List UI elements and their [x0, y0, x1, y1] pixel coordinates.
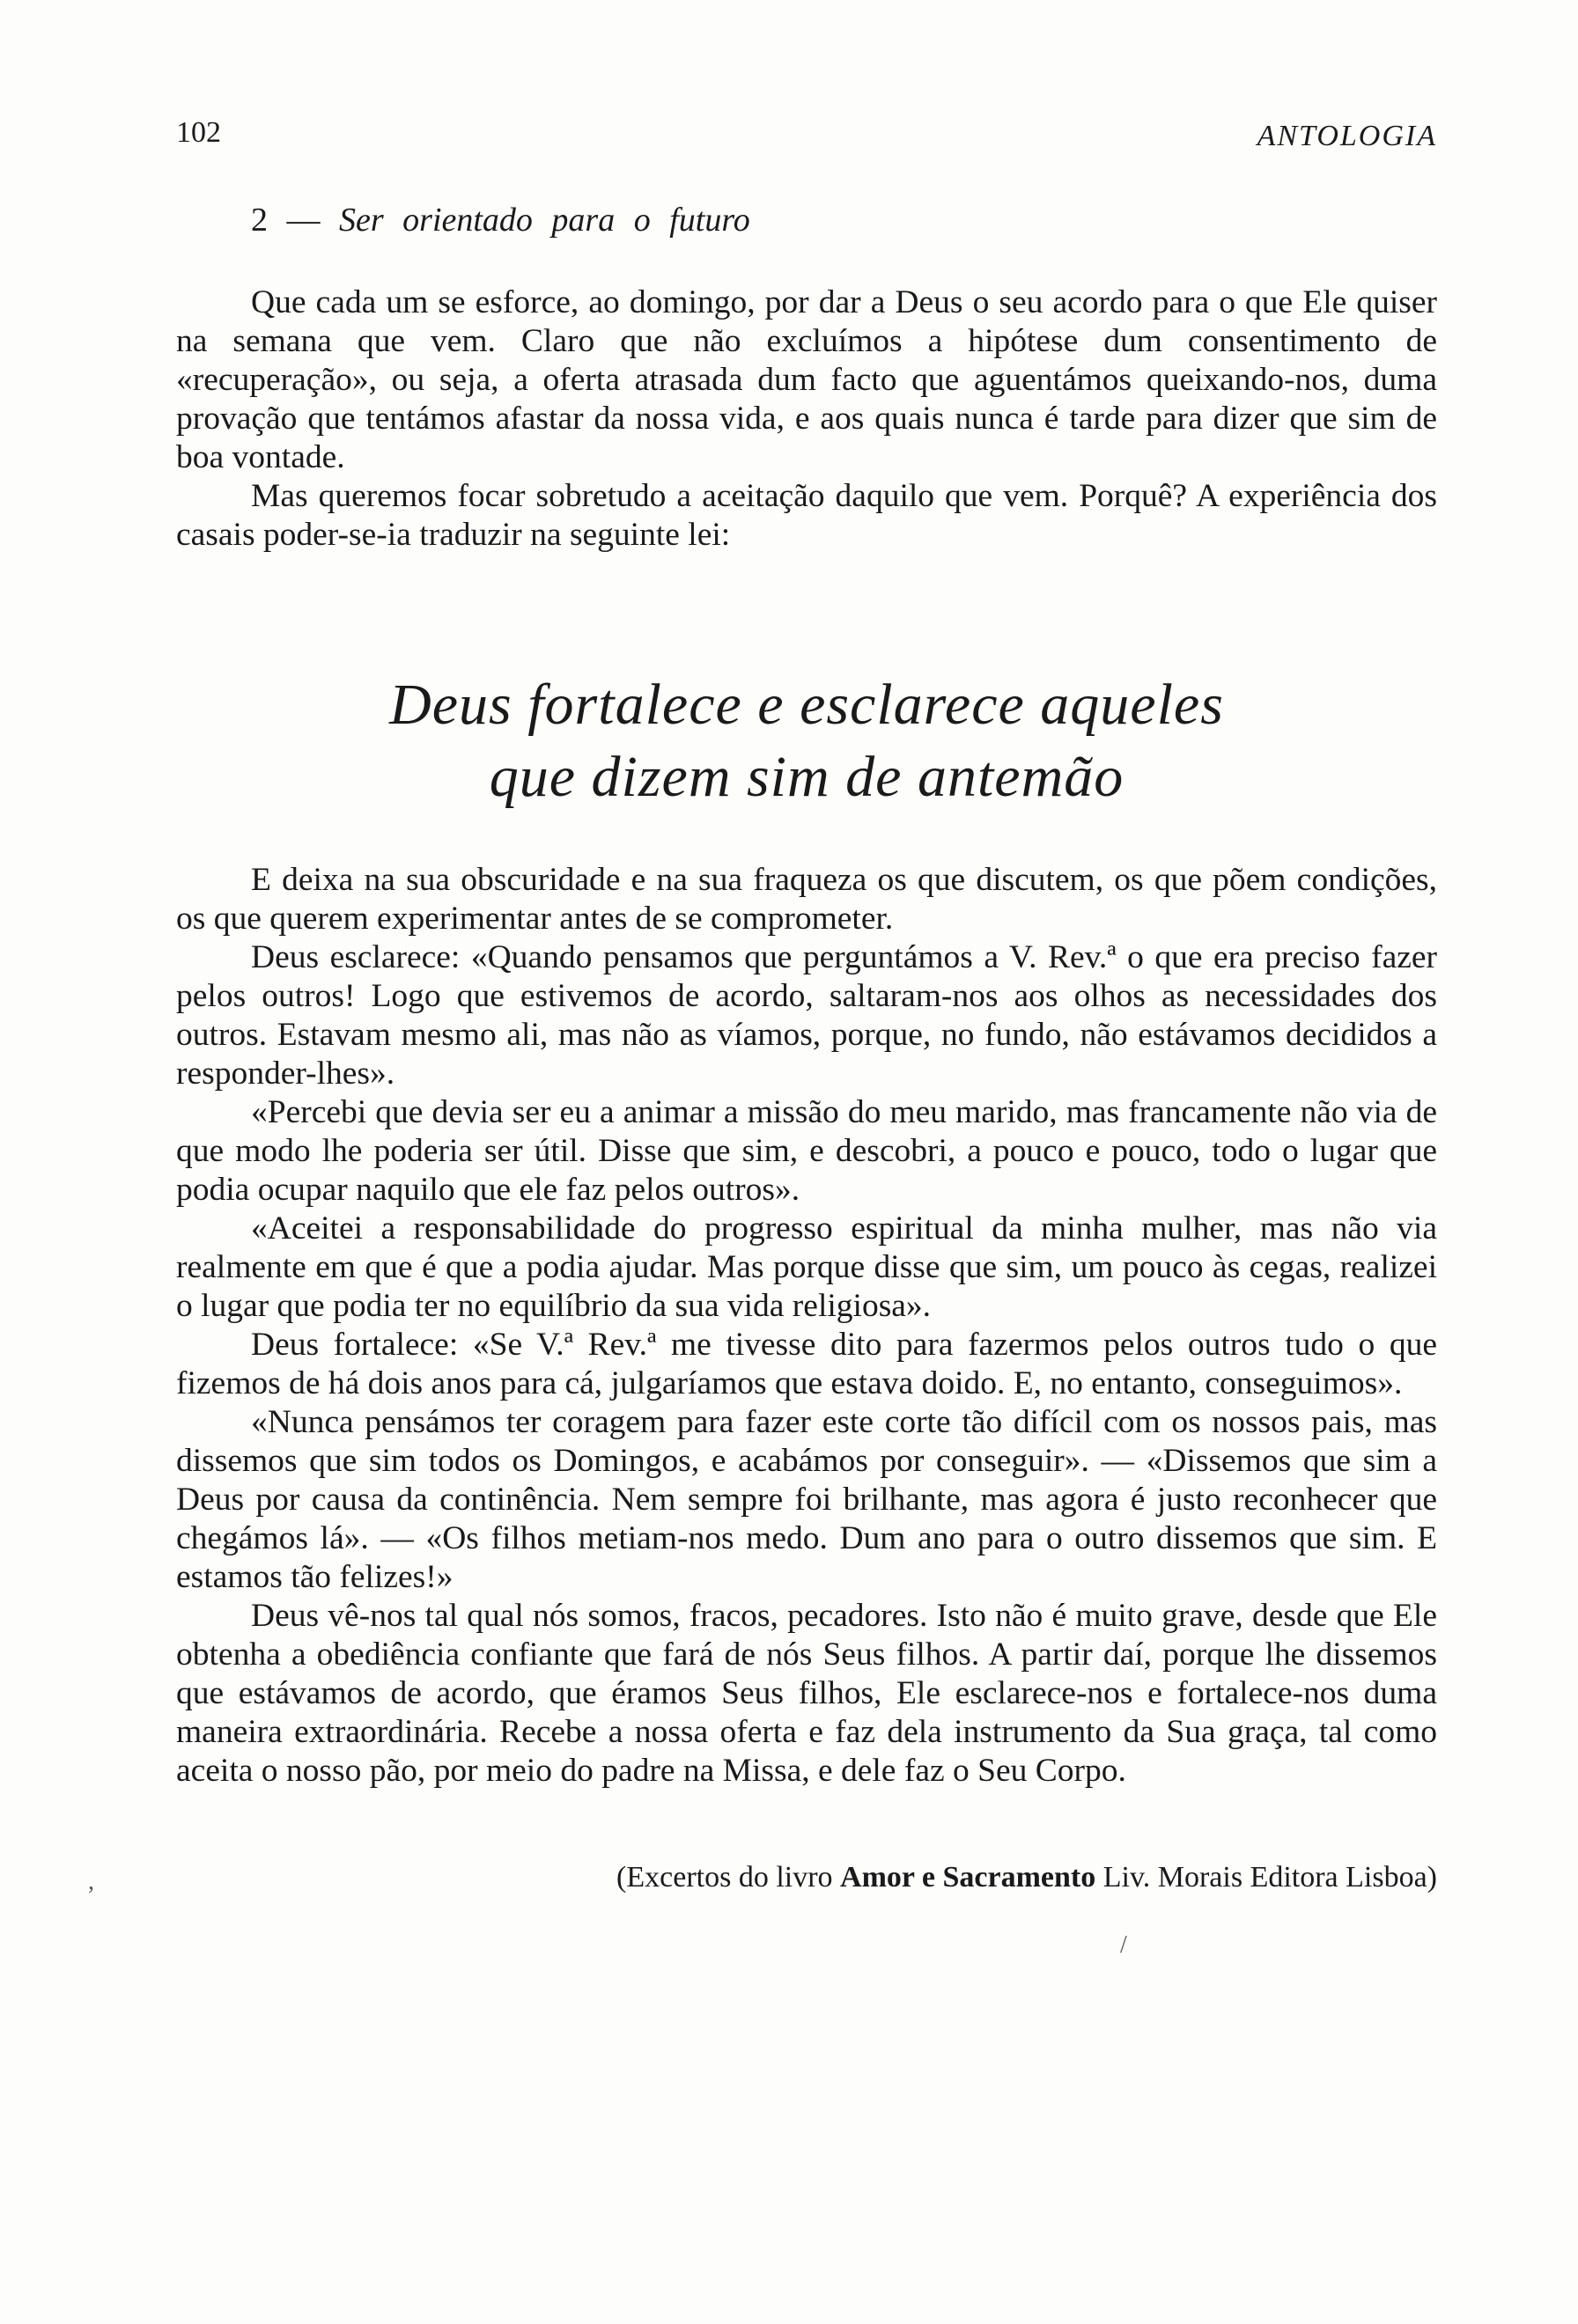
running-head: ANTOLOGIA — [1257, 120, 1437, 152]
section-title: Ser orientado para o futuro — [339, 202, 750, 239]
paragraph: Deus vê-nos tal qual nós somos, fracos, pecadores. Isto não é muito grave, desde que Ele obtenha a obediência confiante que fará de nós Seus filhos. A partir daí, porque lhe dissemos que estávamos de acordo, que éramos Seus filhos, Ele esclarece-nos e fortalece-nos duma maneira extraordinária. Recebe a nossa oferta e faz dela instrumento da Sua graça, tal como aceita o nosso pão, por meio do padre na Missa, e dele faz o Seu Corpo. — [176, 1598, 1437, 1789]
scan-mark: / — [1120, 1931, 1127, 1959]
pull-quote-line: Deus fortalece e esclarece aqueles — [389, 673, 1224, 737]
source-book-title: Amor e Sacramento — [840, 1861, 1096, 1894]
intro-text — [176, 283, 1437, 555]
paragraph: «Aceitei a responsabilidade do progresso espiritual da minha mulher, mas não via realmente em que é que a podia ajudar. Mas porque disse que sim, um pouco às cegas, realizei o lugar que podia ter no equilíbrio da sua vida religiosa». — [176, 1210, 1437, 1324]
paragraph: Mas queremos focar sobretudo a aceitação daquilo que vem. Porquê? A experiência dos casais poder-se-ia traduzir na seguinte lei: — [176, 478, 1437, 553]
source-suffix: Liv. Morais Editora Lisboa) — [1095, 1861, 1437, 1894]
paragraph: E deixa na sua obscuridade e na sua fraqueza os que discutem, os que põem condições, os que querem experimentar antes de se comprometer. — [176, 862, 1437, 937]
paragraph: Deus fortalece: «Se V.ª Rev.ª me tivesse dito para fazermos pelos outros tudo o que fizemos de há dois anos para cá, julgaríamos que estava doido. E, no entanto, conseguimos». — [176, 1327, 1437, 1401]
paragraph: Que cada um se esforce, ao domingo, por dar a Deus o seu acordo para o que Ele quiser na semana que vem. Claro que não excluímos a hipótese dum consentimento de «recuperação», ou seja, a oferta atrasada dum facto que aguentámos queixando-nos, duma provação que tentámos afastar da nossa vida, e aos quais nunca é tarde para dizer que sim de boa vontade. — [176, 284, 1437, 475]
scan-mark: , — [88, 1868, 94, 1895]
source-citation — [176, 1861, 1437, 1894]
source-prefix: (Excertos do livro — [616, 1861, 841, 1894]
paragraph: «Nunca pensámos ter coragem para fazer este corte tão difícil com os nossos pais, mas dissemos que sim todos os Domingos, e acabámos por conseguir». — «Dissemos que sim a Deus por causa da continência. Nem sempre foi brilhante, mas agora é justo reconhecer que chegámos lá». — «Os filhos metiam-nos medo. Dum ano para o outro dissemos que sim. E estamos tão felizes!» — [176, 1404, 1437, 1595]
pull-quote-line: que dizem sim de antemão — [489, 745, 1125, 809]
section-number: 2 — — [251, 202, 321, 239]
page-number: 102 — [176, 116, 221, 149]
page-header — [176, 116, 1437, 160]
paragraph: Deus esclarece: «Quando pensamos que perguntámos a V. Rev.ª o que era preciso fazer pelos outros! Logo que estivemos de acordo, saltaram-nos aos olhos as necessidades dos outros. Estavam mesmo ali, mas não as víamos, porque, no fundo, não estávamos decididos a responder-lhes». — [176, 939, 1437, 1092]
pull-quote — [176, 669, 1437, 813]
main-text — [176, 861, 1437, 1791]
paragraph: «Percebi que devia ser eu a animar a missão do meu marido, mas francamente não via de que modo lhe poderia ser útil. Disse que sim, e descobri, a pouco e pouco, todo o lugar que podia ocupar naquilo que ele faz pelos outros». — [176, 1094, 1437, 1208]
section-heading — [251, 201, 750, 239]
